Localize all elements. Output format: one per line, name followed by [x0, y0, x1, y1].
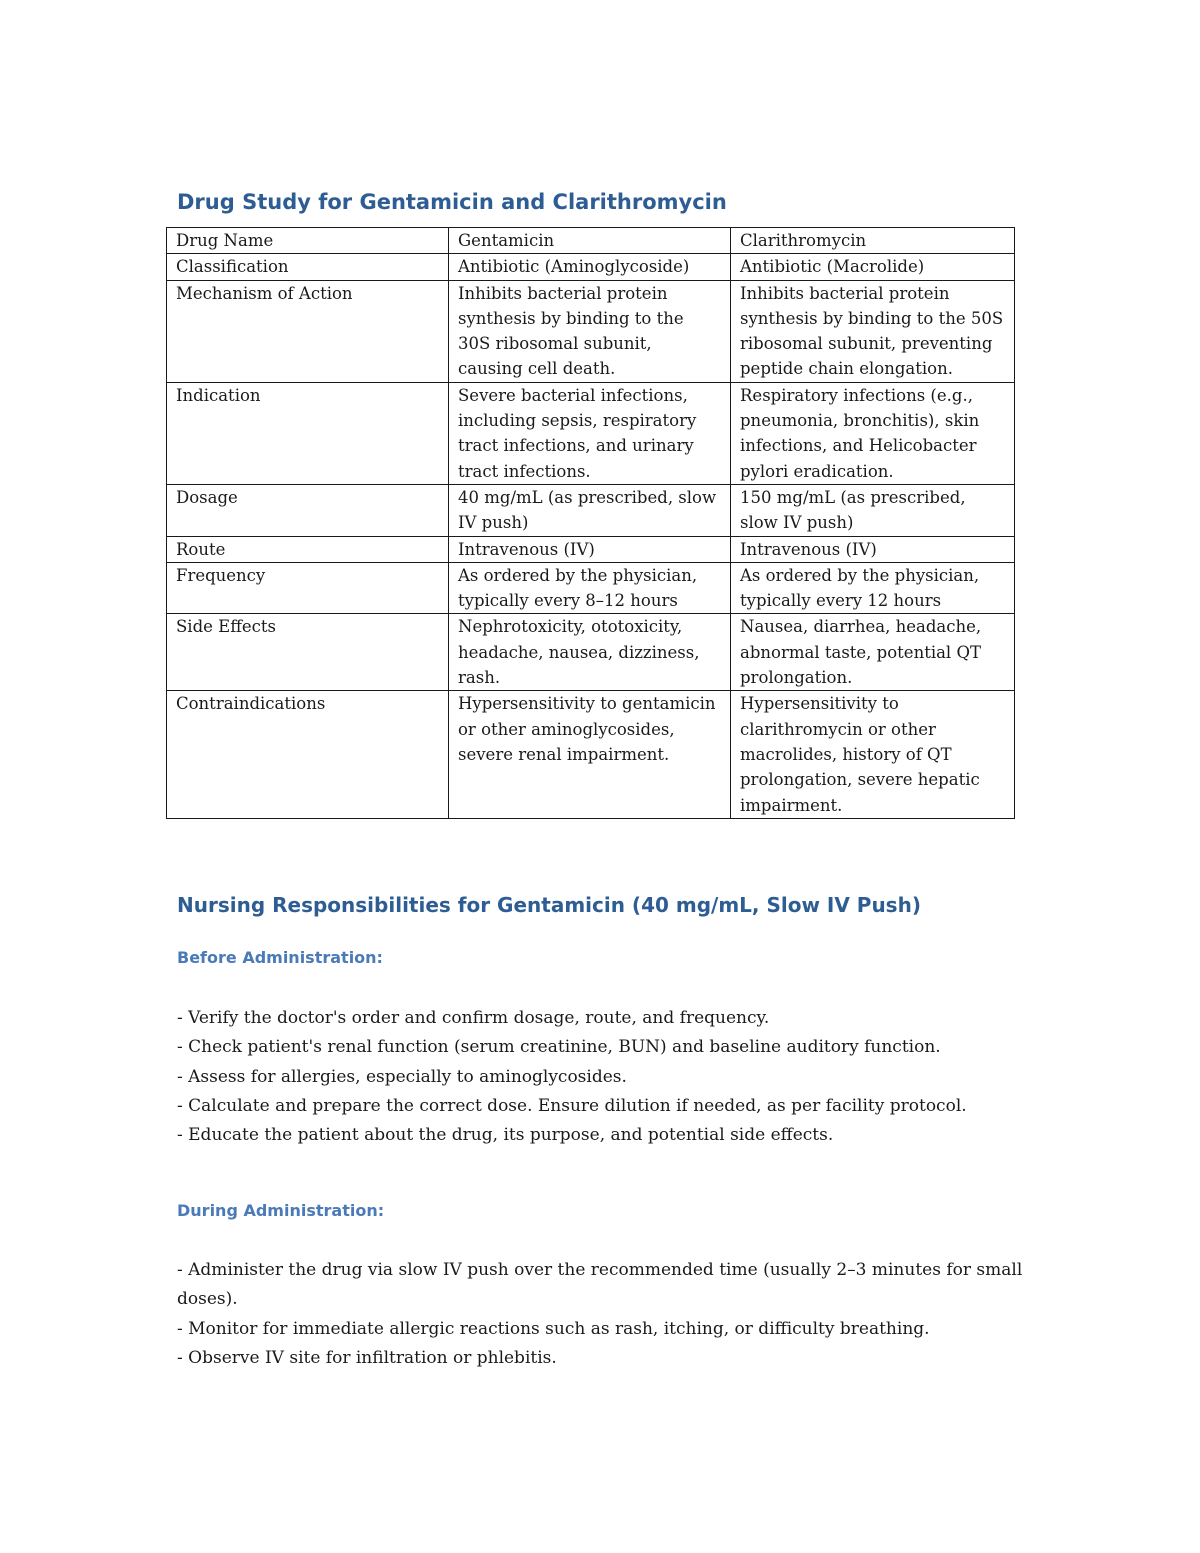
drug-study-table	[166, 227, 1015, 819]
table-row	[167, 254, 1015, 280]
table-cell-gentamicin: Gentamicin	[449, 228, 731, 254]
table-cell-gentamicin: Intravenous (IV)	[449, 536, 731, 562]
table-cell-gentamicin: Hypersensitivity to gentamicin or other aminoglycosides, severe renal impairment.	[449, 691, 731, 818]
list-item: - Check patient's renal function (serum creatinine, BUN) and baseline auditory function.	[177, 1037, 941, 1058]
list-item: - Observe IV site for infiltration or phlebitis.	[177, 1347, 557, 1368]
table-cell-label: Dosage	[167, 484, 449, 536]
table-cell-gentamicin: Antibiotic (Aminoglycoside)	[449, 254, 731, 280]
table-cell-label: Classification	[167, 254, 449, 280]
table-row	[167, 614, 1015, 691]
before-administration-list	[177, 1004, 1027, 1150]
table-cell-label: Contraindications	[167, 691, 449, 818]
table-cell-gentamicin: Inhibits bacterial protein synthesis by binding to the 30S ribosomal subunit, causing cell death.	[449, 280, 731, 382]
list-item: - Administer the drug via slow IV push over the recommended time (usually 2–3 minutes for small doses).	[177, 1260, 1023, 1310]
table-row	[167, 536, 1015, 562]
table-cell-gentamicin: 40 mg/mL (as prescribed, slow IV push)	[449, 484, 731, 536]
table-cell-label: Route	[167, 536, 449, 562]
table-cell-label: Frequency	[167, 562, 449, 614]
table-cell-clarithromycin: 150 mg/mL (as prescribed, slow IV push)	[731, 484, 1015, 536]
table-cell-gentamicin: Nephrotoxicity, ototoxicity, headache, nausea, dizziness, rash.	[449, 614, 731, 691]
table-cell-clarithromycin: As ordered by the physician, typically every 12 hours	[731, 562, 1015, 614]
table-cell-clarithromycin: Intravenous (IV)	[731, 536, 1015, 562]
list-item: - Educate the patient about the drug, its purpose, and potential side effects.	[177, 1125, 834, 1146]
table-cell-clarithromycin: Antibiotic (Macrolide)	[731, 254, 1015, 280]
table-cell-gentamicin: As ordered by the physician, typically every 8–12 hours	[449, 562, 731, 614]
table-cell-gentamicin: Severe bacterial infections, including sepsis, respiratory tract infections, and urinary tract infections.	[449, 382, 731, 484]
table-cell-label: Side Effects	[167, 614, 449, 691]
table-cell-label: Mechanism of Action	[167, 280, 449, 382]
table-cell-clarithromycin: Clarithromycin	[731, 228, 1015, 254]
table-cell-label: Drug Name	[167, 228, 449, 254]
list-item: - Assess for allergies, especially to aminoglycosides.	[177, 1066, 627, 1087]
nursing-heading: Nursing Responsibilities for Gentamicin (40 mg/mL, Slow IV Push)	[177, 893, 921, 917]
table-row	[167, 382, 1015, 484]
table-row	[167, 228, 1015, 254]
list-item: - Calculate and prepare the correct dose. Ensure dilution if needed, as per facility protocol.	[177, 1095, 967, 1116]
table-cell-label: Indication	[167, 382, 449, 484]
table-row	[167, 691, 1015, 818]
before-administration-heading: Before Administration:	[177, 948, 383, 967]
list-item: - Verify the doctor's order and confirm dosage, route, and frequency.	[177, 1008, 770, 1028]
table-cell-clarithromycin: Respiratory infections (e.g., pneumonia, bronchitis), skin infections, and Helicobacter pylori eradication.	[731, 382, 1015, 484]
list-item: - Monitor for immediate allergic reactions such as rash, itching, or difficulty breathing.	[177, 1318, 930, 1339]
table-cell-clarithromycin: Inhibits bacterial protein synthesis by binding to the 50S ribosomal subunit, preventing peptide chain elongation.	[731, 280, 1015, 382]
during-administration-heading: During Administration:	[177, 1201, 385, 1220]
table-row	[167, 280, 1015, 382]
during-administration-list	[177, 1256, 1027, 1373]
table-cell-clarithromycin: Nausea, diarrhea, headache, abnormal taste, potential QT prolongation.	[731, 614, 1015, 691]
table-row	[167, 484, 1015, 536]
table-row	[167, 562, 1015, 614]
page-title: Drug Study for Gentamicin and Clarithromycin	[177, 190, 727, 214]
table-cell-clarithromycin: Hypersensitivity to clarithromycin or other macrolides, history of QT prolongation, severe hepatic impairment.	[731, 691, 1015, 818]
